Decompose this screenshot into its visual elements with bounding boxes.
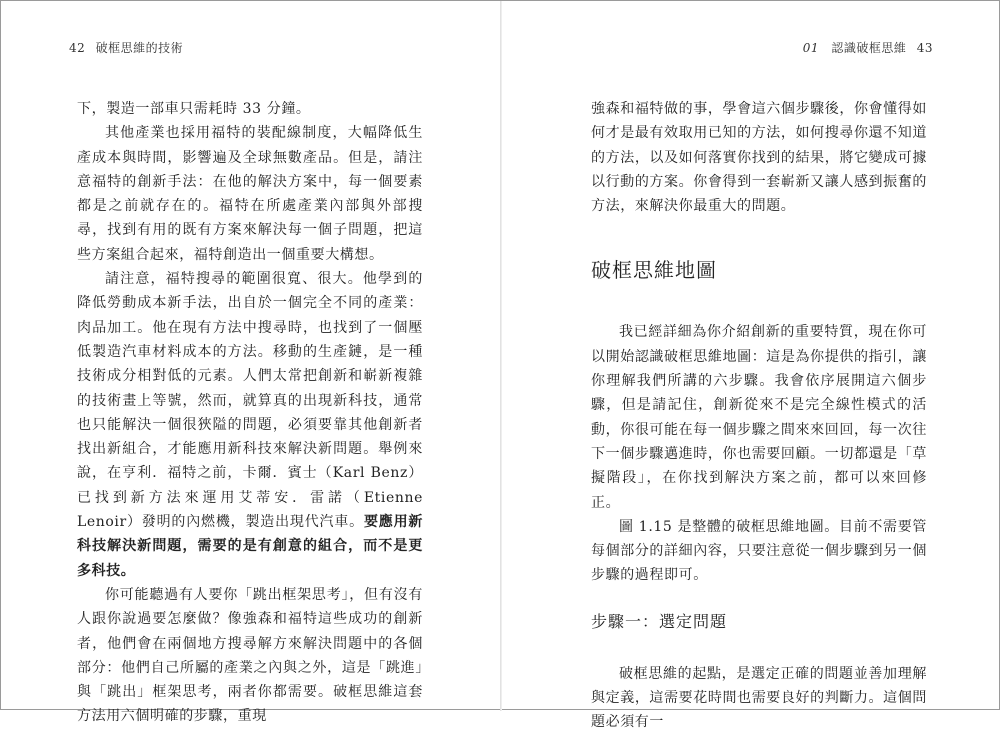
left-paragraph-2: 其他產業也採用福特的裝配線制度，大幅降低生產成本與時間，影響遍及全球無數產品。但是，請注意福特的創新手法：在他的解決方案中，每一個要素都是之前就存在的。福特在所處產業內部與外部搜尋，找到有用的既有方案來解決每一個子問題，把這些方案組合起來，福特創造出一個重要大構想。: [77, 125, 423, 263]
left-body-text: [77, 97, 423, 729]
subsection-paragraph-1: 破框思維的起點，是選定正確的問題並善加理解與定義，這需要花時間也需要良好的判斷力。這個問題必須有一: [591, 665, 927, 731]
left-running-head: [63, 39, 183, 56]
chapter-title: 認識破框思維: [831, 41, 907, 55]
section-heading: 破框思維地圖: [591, 258, 717, 283]
chapter-number: 01: [802, 41, 820, 55]
left-paragraph-3-text: 請注意，福特搜尋的範圍很寬、很大。他學到的降低勞動成本新手法，出自於一個完全不同的產業：肉品加工。他在現有方法中搜尋時，也找到了一個壓低製造汽車材料成本的方法。移動的生產鏈，是一種技術成分相對低的元素。人們太常把創新和嶄新複雜的技術畫上等號，然而，就算真的出現新科技，通常也只能解決一個很狹隘的問題，必須要靠其他創新者找出新組合，才能應用新科技來解決新問題。舉例來說，在亨利．福特之前，卡爾．賓士（Karl Benz）已找到新方法來運用艾蒂安．雷諾（Etienne Lenoir）發明的內燃機，製造出現代汽車。: [77, 271, 423, 531]
right-page: [501, 1, 1000, 731]
right-paragraph-1: 強森和福特做的事，學會這六個步驟後，你會懂得如何才是最有效取用已知的方法，如何搜尋你還不知道的方法，以及如何落實你找到的結果，將它變成可據以行動的方案。你會得到一套嶄新又讓人感到振奮的方法，來解決你最重大的問題。: [591, 101, 927, 215]
section-paragraph-1: 我已經詳細為你介紹創新的重要特質，現在你可以開始認識破框思維地圖：這是為你提供的指引，讓你理解我們所講的六步驟。我會依序展開這六個步驟，但是請記住，創新從來不是完全線性模式的活動，你很可能在每一個步驟之間來來回回，每一次往下一個步驟邁進時，你也需要回顧。一切都還是「草擬階段」，在你找到解決方案之前，都可以來回修正。: [591, 324, 927, 511]
left-paragraph-4: 你可能聽過有人要你「跳出框架思考」，但有沒有人跟你說過要怎麼做？像強森和福特這些成功的創新者，他們會在兩個地方搜尋解方來解決問題中的各個部分：他們自己所屬的產業之內與之外，這是「跳進」與「跳出」框架思考，兩者你都需要。破框思維這套方法用六個明確的步驟，重現: [77, 586, 423, 725]
left-paragraph-1: 下，製造一部車只需耗時 33 分鐘。: [77, 101, 311, 117]
subsection-heading: 步驟一：選定問題: [591, 611, 728, 631]
right-page-number: 43: [916, 41, 933, 55]
left-book-title: 破框思維的技術: [95, 41, 184, 55]
section-paragraph-2: 圖 1.15 是整體的破框思維地圖。目前不需要管每個部分的詳細內容，只要注意從一個步驟到另一個步驟的過程即可。: [591, 518, 927, 584]
right-running-head: [803, 39, 939, 56]
left-page: [1, 1, 501, 725]
right-body-text: [591, 97, 927, 735]
left-paragraph-3: [77, 267, 423, 583]
left-page-number: 42: [69, 41, 86, 55]
left-paragraph-3-emphasis: 要應用新科技解決新問題，需要的是有創意的組合，而不是更多科技。: [77, 514, 423, 579]
